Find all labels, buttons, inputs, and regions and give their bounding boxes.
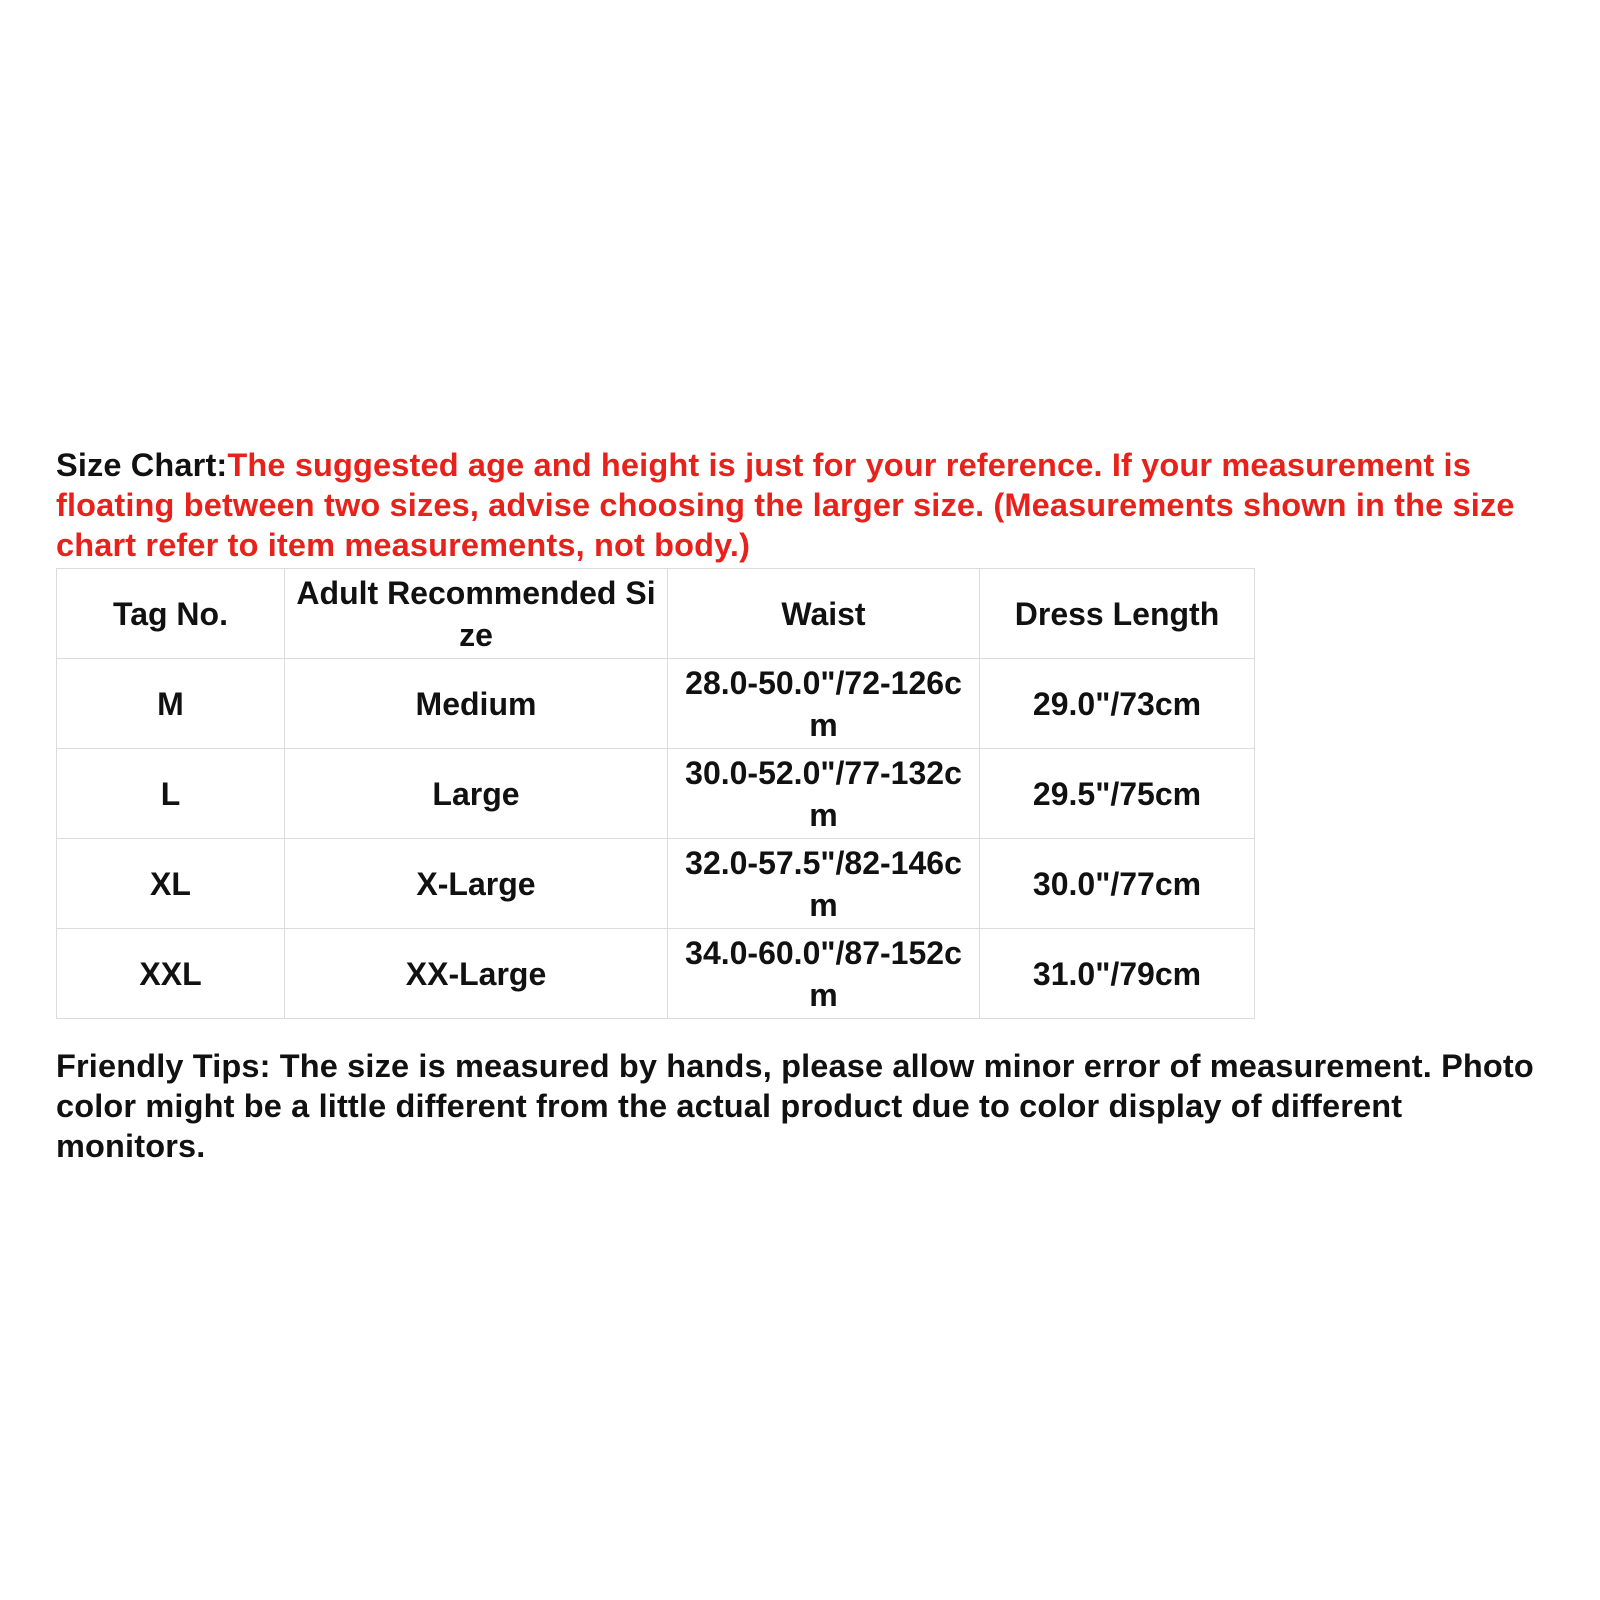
cell-waist: 34.0-60.0"/87-152cm (668, 929, 980, 1019)
friendly-tips: Friendly Tips: The size is measured by hands, please allow minor error of measurement. Photo color might be a little different from the actual product due to color display of different monitors. (56, 1048, 1534, 1164)
cell-waist: 28.0-50.0"/72-126cm (668, 659, 980, 749)
cell-waist: 32.0-57.5"/82-146cm (668, 839, 980, 929)
size-table (56, 568, 1255, 1019)
cell-tag: M (57, 659, 285, 749)
header-dress-length: Dress Length (980, 569, 1255, 659)
size-chart-intro (56, 445, 1556, 565)
cell-size: Large (285, 749, 668, 839)
cell-waist: 30.0-52.0"/77-132cm (668, 749, 980, 839)
cell-length: 30.0"/77cm (980, 839, 1255, 929)
table-row (57, 749, 1255, 839)
cell-length: 29.5"/75cm (980, 749, 1255, 839)
header-recommended-size: Adult Recommended Size (285, 569, 668, 659)
table-row (57, 929, 1255, 1019)
cell-size: XX-Large (285, 929, 668, 1019)
cell-tag: XXL (57, 929, 285, 1019)
table-header-row (57, 569, 1255, 659)
cell-tag: XL (57, 839, 285, 929)
cell-size: Medium (285, 659, 668, 749)
table-row (57, 839, 1255, 929)
size-chart-note: The suggested age and height is just for your reference. If your measurement is floating between two sizes, advise choosing the larger size. (Measurements shown in the size chart refer to item measurements, not body.) (56, 447, 1515, 563)
cell-size: X-Large (285, 839, 668, 929)
header-tag-no: Tag No. (57, 569, 285, 659)
table-row (57, 659, 1255, 749)
cell-length: 29.0"/73cm (980, 659, 1255, 749)
cell-tag: L (57, 749, 285, 839)
cell-length: 31.0"/79cm (980, 929, 1255, 1019)
header-waist: Waist (668, 569, 980, 659)
size-chart-label: Size Chart: (56, 447, 228, 483)
